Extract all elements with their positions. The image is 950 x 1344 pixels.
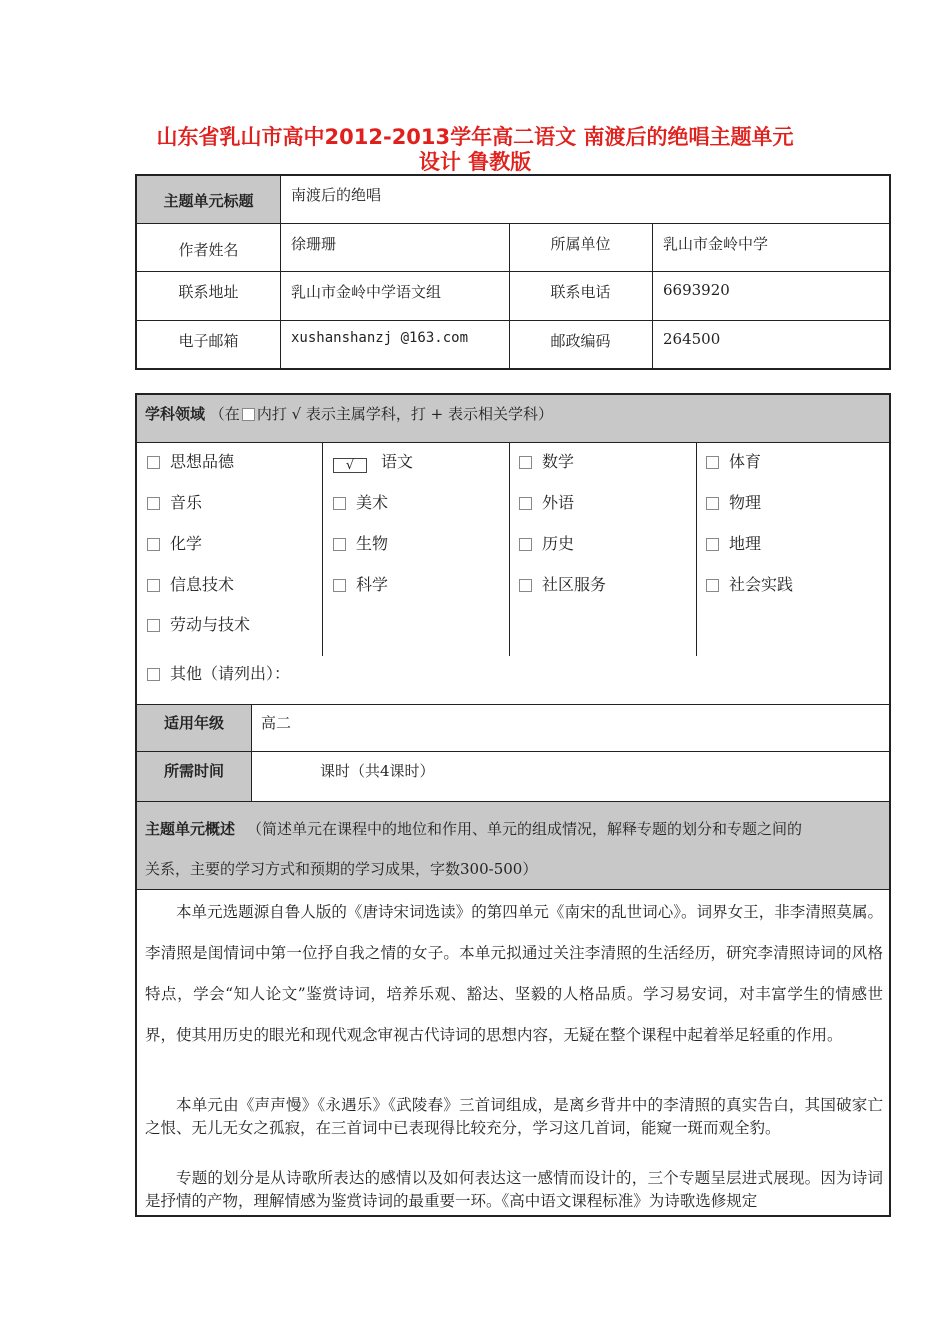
postcode-label: 邮政编码 [550,332,611,350]
document-title-line1: 山东省乳山市高中2012-2013学年高二语文 南渡后的绝唱主题单元 [156,125,794,149]
subject-checkbox[interactable]: 思想品德 [147,452,234,472]
postcode-value: 264500 [663,330,721,348]
overview-paragraph-3: 专题的划分是从诗歌所表达的感情以及如何表达这一感情而设计的，三个专题呈层进式展现。因为诗词是抒情的产物，理解情感为鉴赏诗词的最重要一环。《高中语文课程标准》为诗歌选修规定 [145,1169,883,1210]
email-value: xushanshanzj @163.com [291,330,469,346]
overview-hint: （简述单元在课程中的地位和作用、单元的组成情况，解释专题的划分和专题之间的 [247,820,803,838]
unit-value: 乳山市金岭中学 [663,235,769,253]
checkbox-icon [519,497,532,510]
grade-value: 高二 [261,714,292,732]
box-icon [242,408,255,421]
address-value: 乳山市金岭中学语文组 [291,283,442,301]
subject-checkbox[interactable]: 外语 [519,493,574,513]
subject-checkbox[interactable]: 生物 [333,534,388,554]
checkbox-icon [706,497,719,510]
overview-header [145,809,883,889]
subject-checkbox[interactable]: 历史 [519,534,574,554]
time-value: 课时（共4课时） [320,762,435,780]
checkbox-icon [147,619,160,632]
check-icon: √ [333,458,367,473]
subject-hint: （在 [209,405,240,423]
checkbox-icon [706,579,719,592]
document-title-line2: 设计 鲁教版 [418,150,532,174]
subject-checkbox[interactable]: 科学 [333,575,388,595]
checkbox-icon [519,538,532,551]
subject-checkbox[interactable]: 地理 [706,534,761,554]
checkbox-icon [519,579,532,592]
subject-checkbox[interactable]: 数学 [519,452,574,472]
checkbox-icon [706,538,719,551]
checkbox-icon [147,579,160,592]
author-value: 徐珊珊 [291,235,337,253]
checkbox-icon [519,456,532,469]
author-label: 作者姓名 [178,241,239,259]
checkbox-icon [147,538,160,551]
subject-checkbox[interactable]: 社会实践 [706,575,793,595]
time-label: 所需时间 [163,762,224,780]
theme-label: 主题单元标题 [163,192,254,210]
subject-header [145,404,553,424]
address-label: 联系地址 [178,283,239,301]
checkbox-icon [333,579,346,592]
checkbox-icon [147,497,160,510]
subject-checkbox[interactable]: 音乐 [147,493,202,513]
subject-checkbox[interactable]: 美术 [333,493,388,513]
subject-table [135,393,891,1217]
subject-checkbox[interactable]: 物理 [706,493,761,513]
checkbox-icon [333,497,346,510]
checkbox-icon [147,456,160,469]
subject-checkbox-checked[interactable]: √ 语文 [333,452,413,473]
overview-label: 主题单元概述 [145,820,236,838]
overview-hint2: 关系，主要的学习方式和预期的学习成果，字数300-500） [145,860,538,878]
subject-checkbox[interactable]: 劳动与技术 [147,615,250,635]
checkbox-icon [706,456,719,469]
email-label: 电子邮箱 [178,332,239,350]
checkbox-icon [333,538,346,551]
phone-value: 6693920 [663,281,730,299]
subject-checkbox[interactable]: 社区服务 [519,575,606,595]
overview-paragraph-1: 本单元选题源自鲁人版的《唐诗宋词选读》的第四单元《南宋的乱世词心》。词界女王，非李清照莫属。李清照是闺情词中第一位抒自我之情的女子。本单元拟通过关注李清照的生活经历，研究李清照诗词的风格特点，学会“知人论文”鉴赏诗词，培养乐观、豁达、坚毅的人格品质。学习易安词，对丰富学生的情感世界，使其用历史的眼光和现代观念审视古代诗词的思想内容，无疑在整个课程中起着举足轻重的作用。 [145,903,883,1044]
subject-checkbox[interactable]: 体育 [706,452,761,472]
overview-paragraph-2: 本单元由《声声慢》《永遇乐》《武陵春》三首词组成，是离乡背井中的李清照的真实告白，其国破家亡之恨、无儿无女之孤寂，在三首词中已表现得比较充分，学习这几首词，能窥一斑而观全豹。 [145,1096,883,1137]
unit-label: 所属单位 [550,235,611,253]
subject-checkbox[interactable]: 信息技术 [147,575,234,595]
subject-hint2: 内打 √ 表示主属学科，打 + 表示相关学科） [256,405,554,423]
theme-value: 南渡后的绝唱 [291,186,382,204]
subject-other[interactable]: 其他（请列出）： [147,664,290,684]
subject-checkbox[interactable]: 化学 [147,534,202,554]
grade-label: 适用年级 [163,714,224,732]
info-table [135,174,891,370]
phone-label: 联系电话 [550,283,611,301]
checkbox-icon [147,668,160,681]
subject-area-label: 学科领域 [145,405,206,423]
